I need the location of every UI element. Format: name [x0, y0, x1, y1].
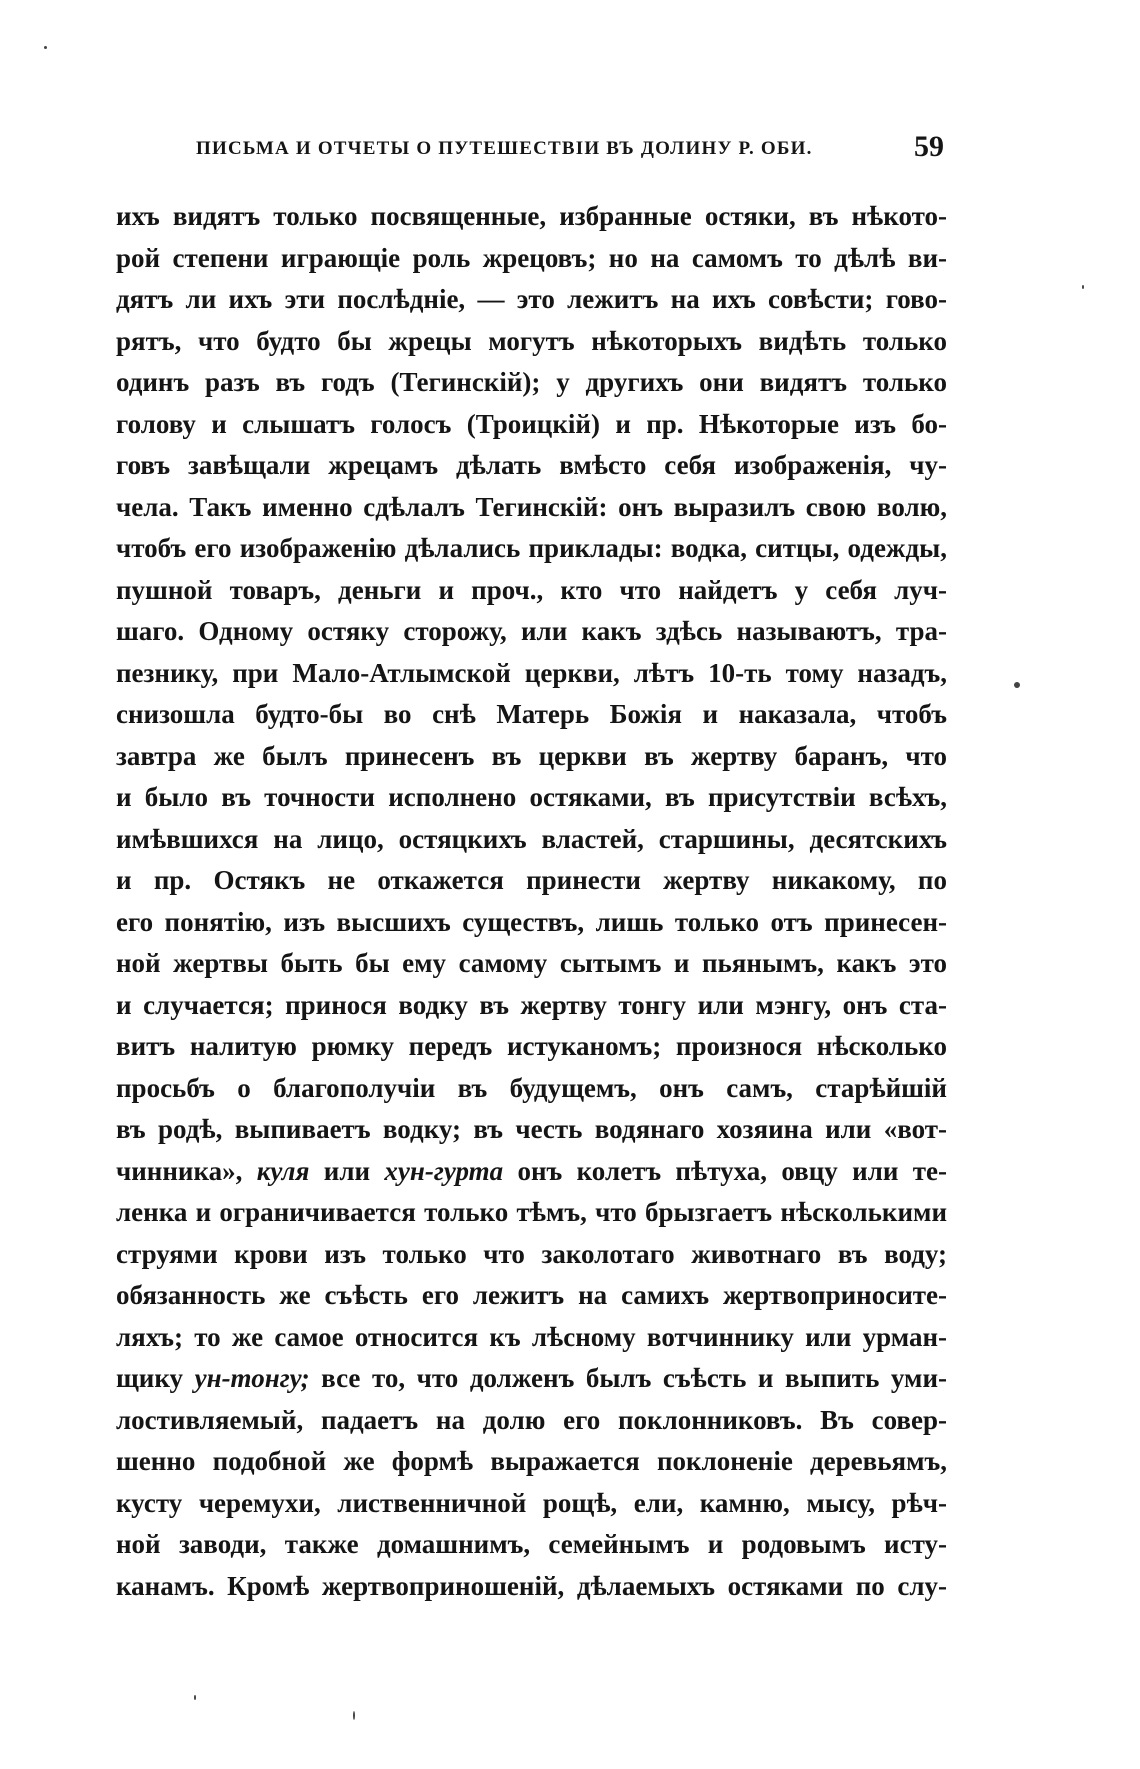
text-segment: лостивляемый, падаетъ на долю его поклонниковъ. Въ совер-	[116, 1404, 947, 1435]
text-line	[116, 528, 947, 570]
text-line	[116, 1358, 947, 1400]
text-line	[116, 321, 947, 363]
text-segment: просьбъ о благополучіи въ будущемъ, онъ самъ, старѣйшій	[116, 1072, 947, 1103]
text-line	[116, 362, 947, 404]
text-segment: его понятію, изъ высшихъ существъ, лишь только отъ принесен-	[116, 906, 947, 937]
text-line	[116, 1151, 947, 1193]
text-line	[116, 1441, 947, 1483]
text-line	[116, 902, 947, 944]
text-segment: и пр. Остякъ не откажется принести жертву никакому, по	[116, 865, 947, 895]
text-line	[116, 1068, 947, 1110]
text-segment: пушной товаръ, деньги и проч., кто что найдетъ у себя луч-	[116, 574, 947, 605]
text-line	[116, 404, 947, 446]
text-segment: снизошла будто-бы во снѣ Матерь Божія и наказала, чтобъ	[116, 699, 947, 729]
text-segment: все то, что долженъ былъ съѣсть и выпить уми-	[309, 1363, 947, 1393]
text-segment: обязанность же съѣсть его лежитъ на самихъ жертвоприносите-	[116, 1280, 947, 1310]
text-segment: ляхъ; то же самое относится къ лѣсному вотчиннику или урман-	[116, 1321, 947, 1352]
text-line	[116, 1566, 947, 1608]
text-line	[116, 1275, 947, 1317]
italic-term: ун-тонгу;	[194, 1363, 310, 1393]
text-segment: завтра же былъ принесенъ въ церкви въ жертву баранъ, что	[116, 740, 947, 771]
text-segment: шаго. Одному остяку сторожу, или какъ здѣсь называютъ, тра-	[116, 616, 947, 646]
text-line	[116, 570, 947, 612]
text-line	[116, 279, 947, 321]
text-segment: или	[309, 1155, 385, 1186]
text-line	[116, 1109, 947, 1151]
page-number: 59	[914, 130, 944, 163]
text-segment: ленка и ограничивается только тѣмъ, что брызгаетъ нѣсколькими	[116, 1197, 947, 1227]
print-speck	[1014, 682, 1020, 688]
text-segment: говъ завѣщали жрецамъ дѣлать вмѣсто себя изображенія, чу-	[116, 450, 947, 480]
text-segment: онъ колетъ пѣтуха, овцу или те-	[503, 1155, 947, 1186]
text-segment: въ родѣ, выпиваетъ водку; въ честь водянаго хозяина или «вот-	[116, 1114, 947, 1144]
running-title: ПИСЬМА И ОТЧЕТЫ О ПУТЕШЕСТВІИ ВЪ ДОЛИНУ Р. ОБИ.	[196, 138, 813, 159]
text-segment: одинъ разъ въ годъ (Тегинскій); у другихъ они видятъ только	[116, 367, 947, 397]
text-segment: канамъ. Кромѣ жертвоприношеній, дѣлаемыхъ остяками по слу-	[116, 1570, 947, 1601]
text-line	[116, 819, 947, 861]
print-speck	[194, 1695, 196, 1700]
text-line	[116, 653, 947, 695]
print-speck	[44, 46, 47, 49]
text-line	[116, 1524, 947, 1566]
text-segment: дятъ ли ихъ эти послѣдніе, — это лежитъ на ихъ совѣсти; гово-	[116, 284, 947, 314]
text-line	[116, 238, 947, 280]
text-line	[116, 1483, 947, 1525]
text-line	[116, 611, 947, 653]
text-segment: и было въ точности исполнено остяками, въ присутствіи всѣхъ,	[116, 782, 947, 812]
text-line	[116, 1192, 947, 1234]
text-line	[116, 487, 947, 529]
text-line	[116, 1400, 947, 1442]
text-line	[116, 943, 947, 985]
italic-term: куля	[256, 1155, 310, 1186]
text-segment: чела. Такъ именно сдѣлалъ Тегинскій: онъ выразилъ свою волю,	[116, 491, 947, 522]
italic-term: хун-гурта	[384, 1155, 504, 1186]
text-segment: голову и слышатъ голосъ (Троицкій) и пр. Нѣкоторые изъ бо-	[116, 408, 947, 439]
text-line	[116, 736, 947, 778]
text-line	[116, 1234, 947, 1276]
text-segment: ихъ видятъ только посвященные, избранные остяки, въ нѣкото-	[116, 201, 947, 231]
text-line	[116, 445, 947, 487]
running-head	[196, 130, 944, 164]
text-segment: кусту черемухи, лиственничной рощѣ, ели, камню, мысу, рѣч-	[116, 1487, 947, 1518]
text-line	[116, 1317, 947, 1359]
text-segment: чинника»,	[116, 1155, 257, 1186]
text-line	[116, 1026, 947, 1068]
text-line	[116, 860, 947, 902]
text-line	[116, 985, 947, 1027]
text-segment: рятъ, что будто бы жрецы могутъ нѣкоторыхъ видѣть только	[116, 325, 947, 356]
text-line	[116, 777, 947, 819]
text-segment: и случается; принося водку въ жертву тонгу или мэнгу, онъ ста-	[116, 989, 947, 1020]
text-segment: витъ налитую рюмку передъ истуканомъ; произнося нѣсколько	[116, 1031, 947, 1061]
text-segment: щику	[116, 1363, 195, 1393]
text-line	[116, 196, 947, 238]
print-speck	[1082, 285, 1084, 289]
text-segment: шенно подобной же формѣ выражается поклоненіе деревьямъ,	[116, 1446, 947, 1476]
text-segment: ной заводи, также домашнимъ, семейнымъ и родовымъ исту-	[116, 1529, 947, 1559]
text-segment: струями крови изъ только что заколотаго животнаго въ воду;	[116, 1238, 947, 1269]
text-line	[116, 694, 947, 736]
text-segment: ной жертвы быть бы ему самому сытымъ и пьянымъ, какъ это	[116, 948, 947, 978]
text-segment: имѣвшихся на лицо, остяцкихъ властей, старшины, десятскихъ	[116, 823, 947, 854]
text-segment: пезнику, при Мало-Атлымской церкви, лѣтъ 10-ть тому назадъ,	[116, 657, 947, 688]
body-text	[116, 196, 947, 1607]
print-speck	[353, 1711, 355, 1720]
text-segment: рой степени играющіе роль жрецовъ; но на самомъ то дѣлѣ ви-	[116, 242, 947, 273]
text-segment: чтобъ его изображенію дѣлались приклады: водка, ситцы, одежды,	[116, 533, 947, 563]
